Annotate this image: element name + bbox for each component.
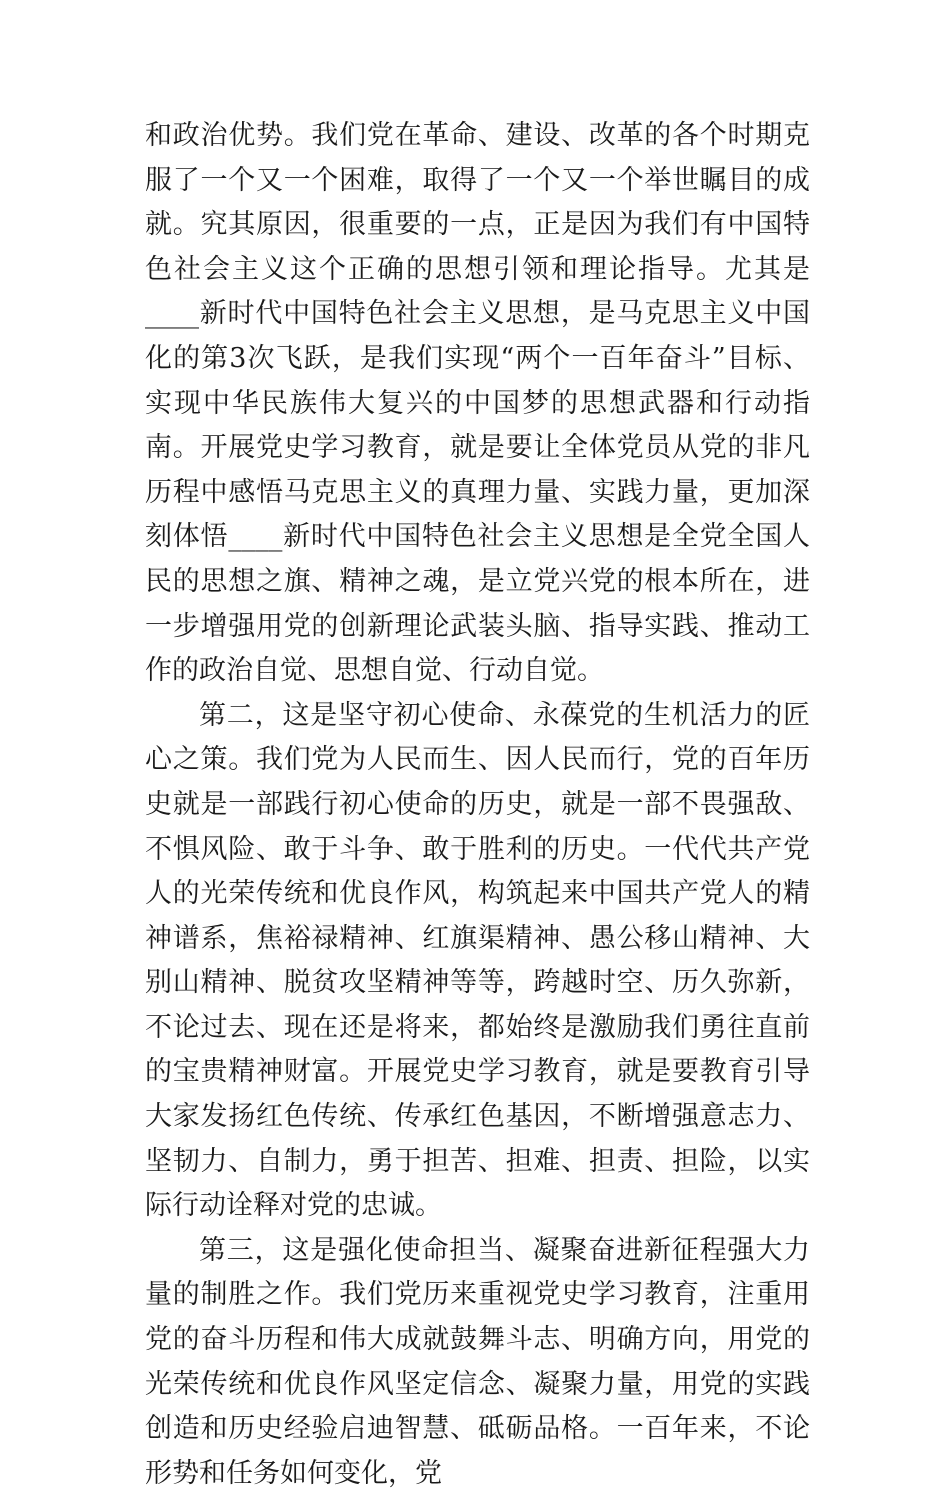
paragraph-1: 和政治优势。我们党在革命、建设、改革的各个时期克服了一个又一个困难，取得了一个又一个举世瞩目的成就。究其原因，很重要的一点，正是因为我们有中国特色社会主义这个正确的思想引领和理论指导。尤其是____新时代中国特色社会主义思想，是马克思主义中国化的第3次飞跃，是我们实现“两个一百年奋斗”目标、实现中华民族伟大复兴的中国梦的思想武器和行动指南。开展党史学习教育，就是要让全体党员从党的非凡历程中感悟马克思主义的真理力量、实践力量，更加深刻体悟____新时代中国特色社会主义思想是全党全国人民的思想之旗、精神之魂，是立党兴党的根本所在，进一步增强用党的创新理论武装头脑、指导实践、推动工作的政治自觉、思想自觉、行动自觉。	[145, 120, 810, 687]
paragraph-2: 第二，这是坚守初心使命、永葆党的生机活力的匠心之策。我们党为人民而生、因人民而行，党的百年历史就是一部践行初心使命的历史，就是一部不畏强敌、不惧风险、敢于斗争、敢于胜利的历史。一代代共产党人的光荣传统和优良作风，构筑起来中国共产党人的精神谱系，焦裕禄精神、红旗渠精神、愚公移山精神、大别山精神、脱贫攻坚精神等等，跨越时空、历久弥新，不论过去、现在还是将来，都始终是激励我们勇往直前的宝贵精神财富。开展党史学习教育，就是要教育引导大家发扬红色传统、传承红色基因，不断增强意志力、坚韧力、自制力，勇于担苦、担难、担责、担险，以实际行动诠释对党的忠诚。	[145, 699, 810, 1222]
document-page	[145, 114, 810, 1496]
paragraph-3: 第三，这是强化使命担当、凝聚奋进新征程强大力量的制胜之作。我们党历来重视党史学习教育，注重用党的奋斗历程和伟大成就鼓舞斗志、明确方向，用党的光荣传统和优良作风坚定信念、凝聚力量，用党的实践创造和历史经验启迪智慧、砥砺品格。一百年来，不论形势和任务如何变化，党	[145, 1234, 810, 1489]
